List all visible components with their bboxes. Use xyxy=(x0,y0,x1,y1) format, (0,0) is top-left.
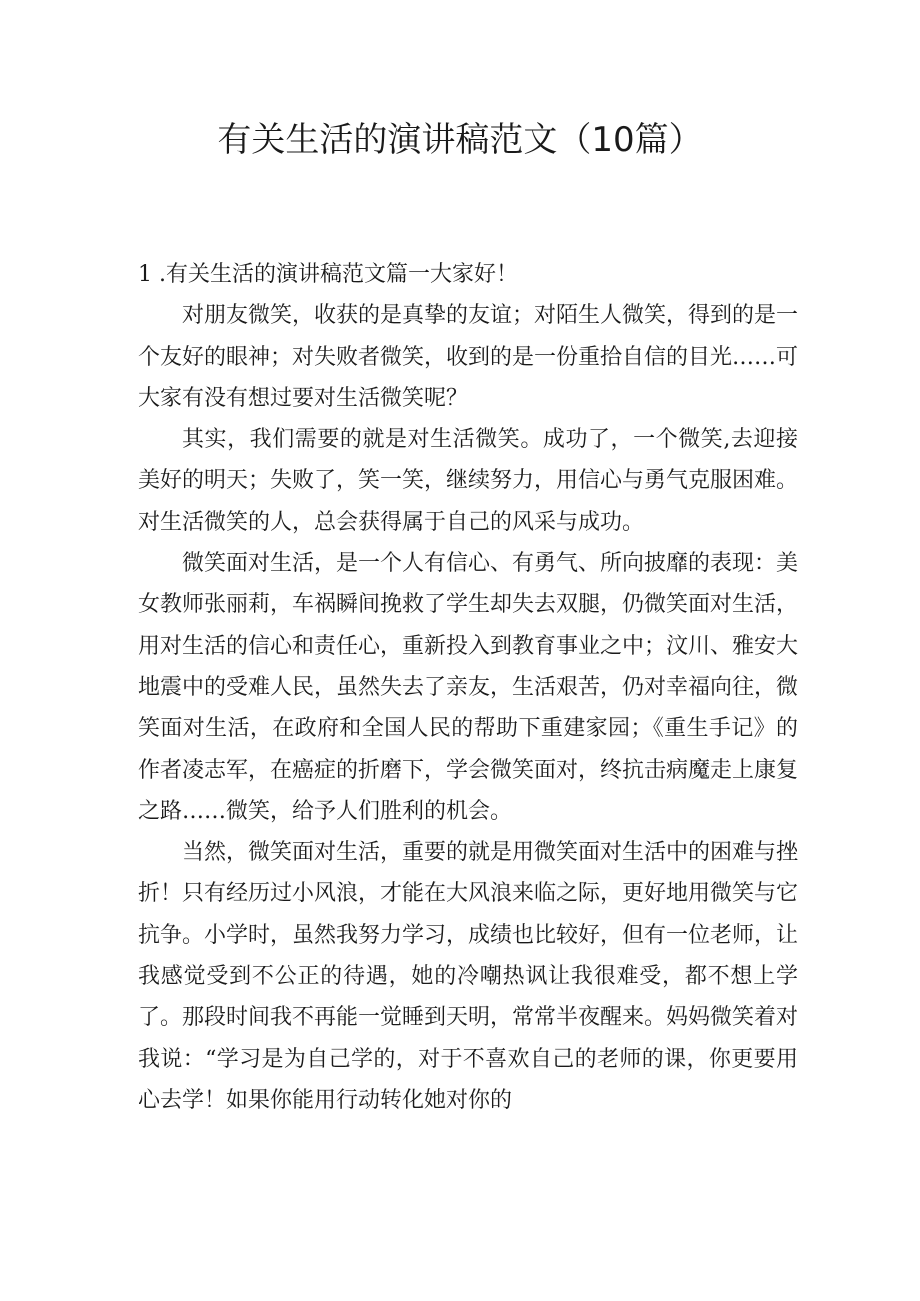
document-body xyxy=(138,254,798,1121)
paragraph-2: 其实，我们需要的就是对生活微笑。成功了，一个微笑,去迎接美好的明天；失败了，笑一笑，继续努力，用信心与勇气克服困难。对生活微笑的人，总会获得属于自己的风采与成功。 xyxy=(138,427,799,535)
section-heading: 1 .有关生活的演讲稿范文篇一大家好！ xyxy=(138,262,518,287)
paragraph-1: 对朋友微笑，收获的是真挚的友谊；对陌生人微笑，得到的是一个友好的眼神；对失败者微笑，收到的是一份重拾自信的目光……可大家有没有想过要对生活微笑呢？ xyxy=(138,303,799,411)
document-title: 有关生活的演讲稿范文（10篇） xyxy=(217,120,703,160)
paragraph-4: 当然，微笑面对生活，重要的就是用微笑面对生活中的困难与挫折！只有经历过小风浪，才能在大风浪来临之际，更好地用微笑与它抗争。小学时，虽然我努力学习，成绩也比较好，但有一位老师，让我感觉受到不公正的待遇，她的冷嘲热讽让我很难受，都不想上学了。那段时间我不再能一觉睡到天明，常常半夜醒来。妈妈微笑着对我说：“学习是为自己学的，对于不喜欢自己的老师的课，你更要用心去学！如果你能用行动转化她对你的 xyxy=(138,840,799,1113)
paragraph-3: 微笑面对生活，是一个人有信心、有勇气、所向披靡的表现：美女教师张丽莉，车祸瞬间挽救了学生却失去双腿，仍微笑面对生活，用对生活的信心和责任心，重新投入到教育事业之中；汶川、雅安大地震中的受难人民，虽然失去了亲友，生活艰苦，仍对幸福向往，微笑面对生活，在政府和全国人民的帮助下重建家园；《重生手记》的作者凌志军，在癌症的折磨下，学会微笑面对，终抗击病魔走上康复之路……微笑，给予人们胜利的机会。 xyxy=(138,551,799,824)
